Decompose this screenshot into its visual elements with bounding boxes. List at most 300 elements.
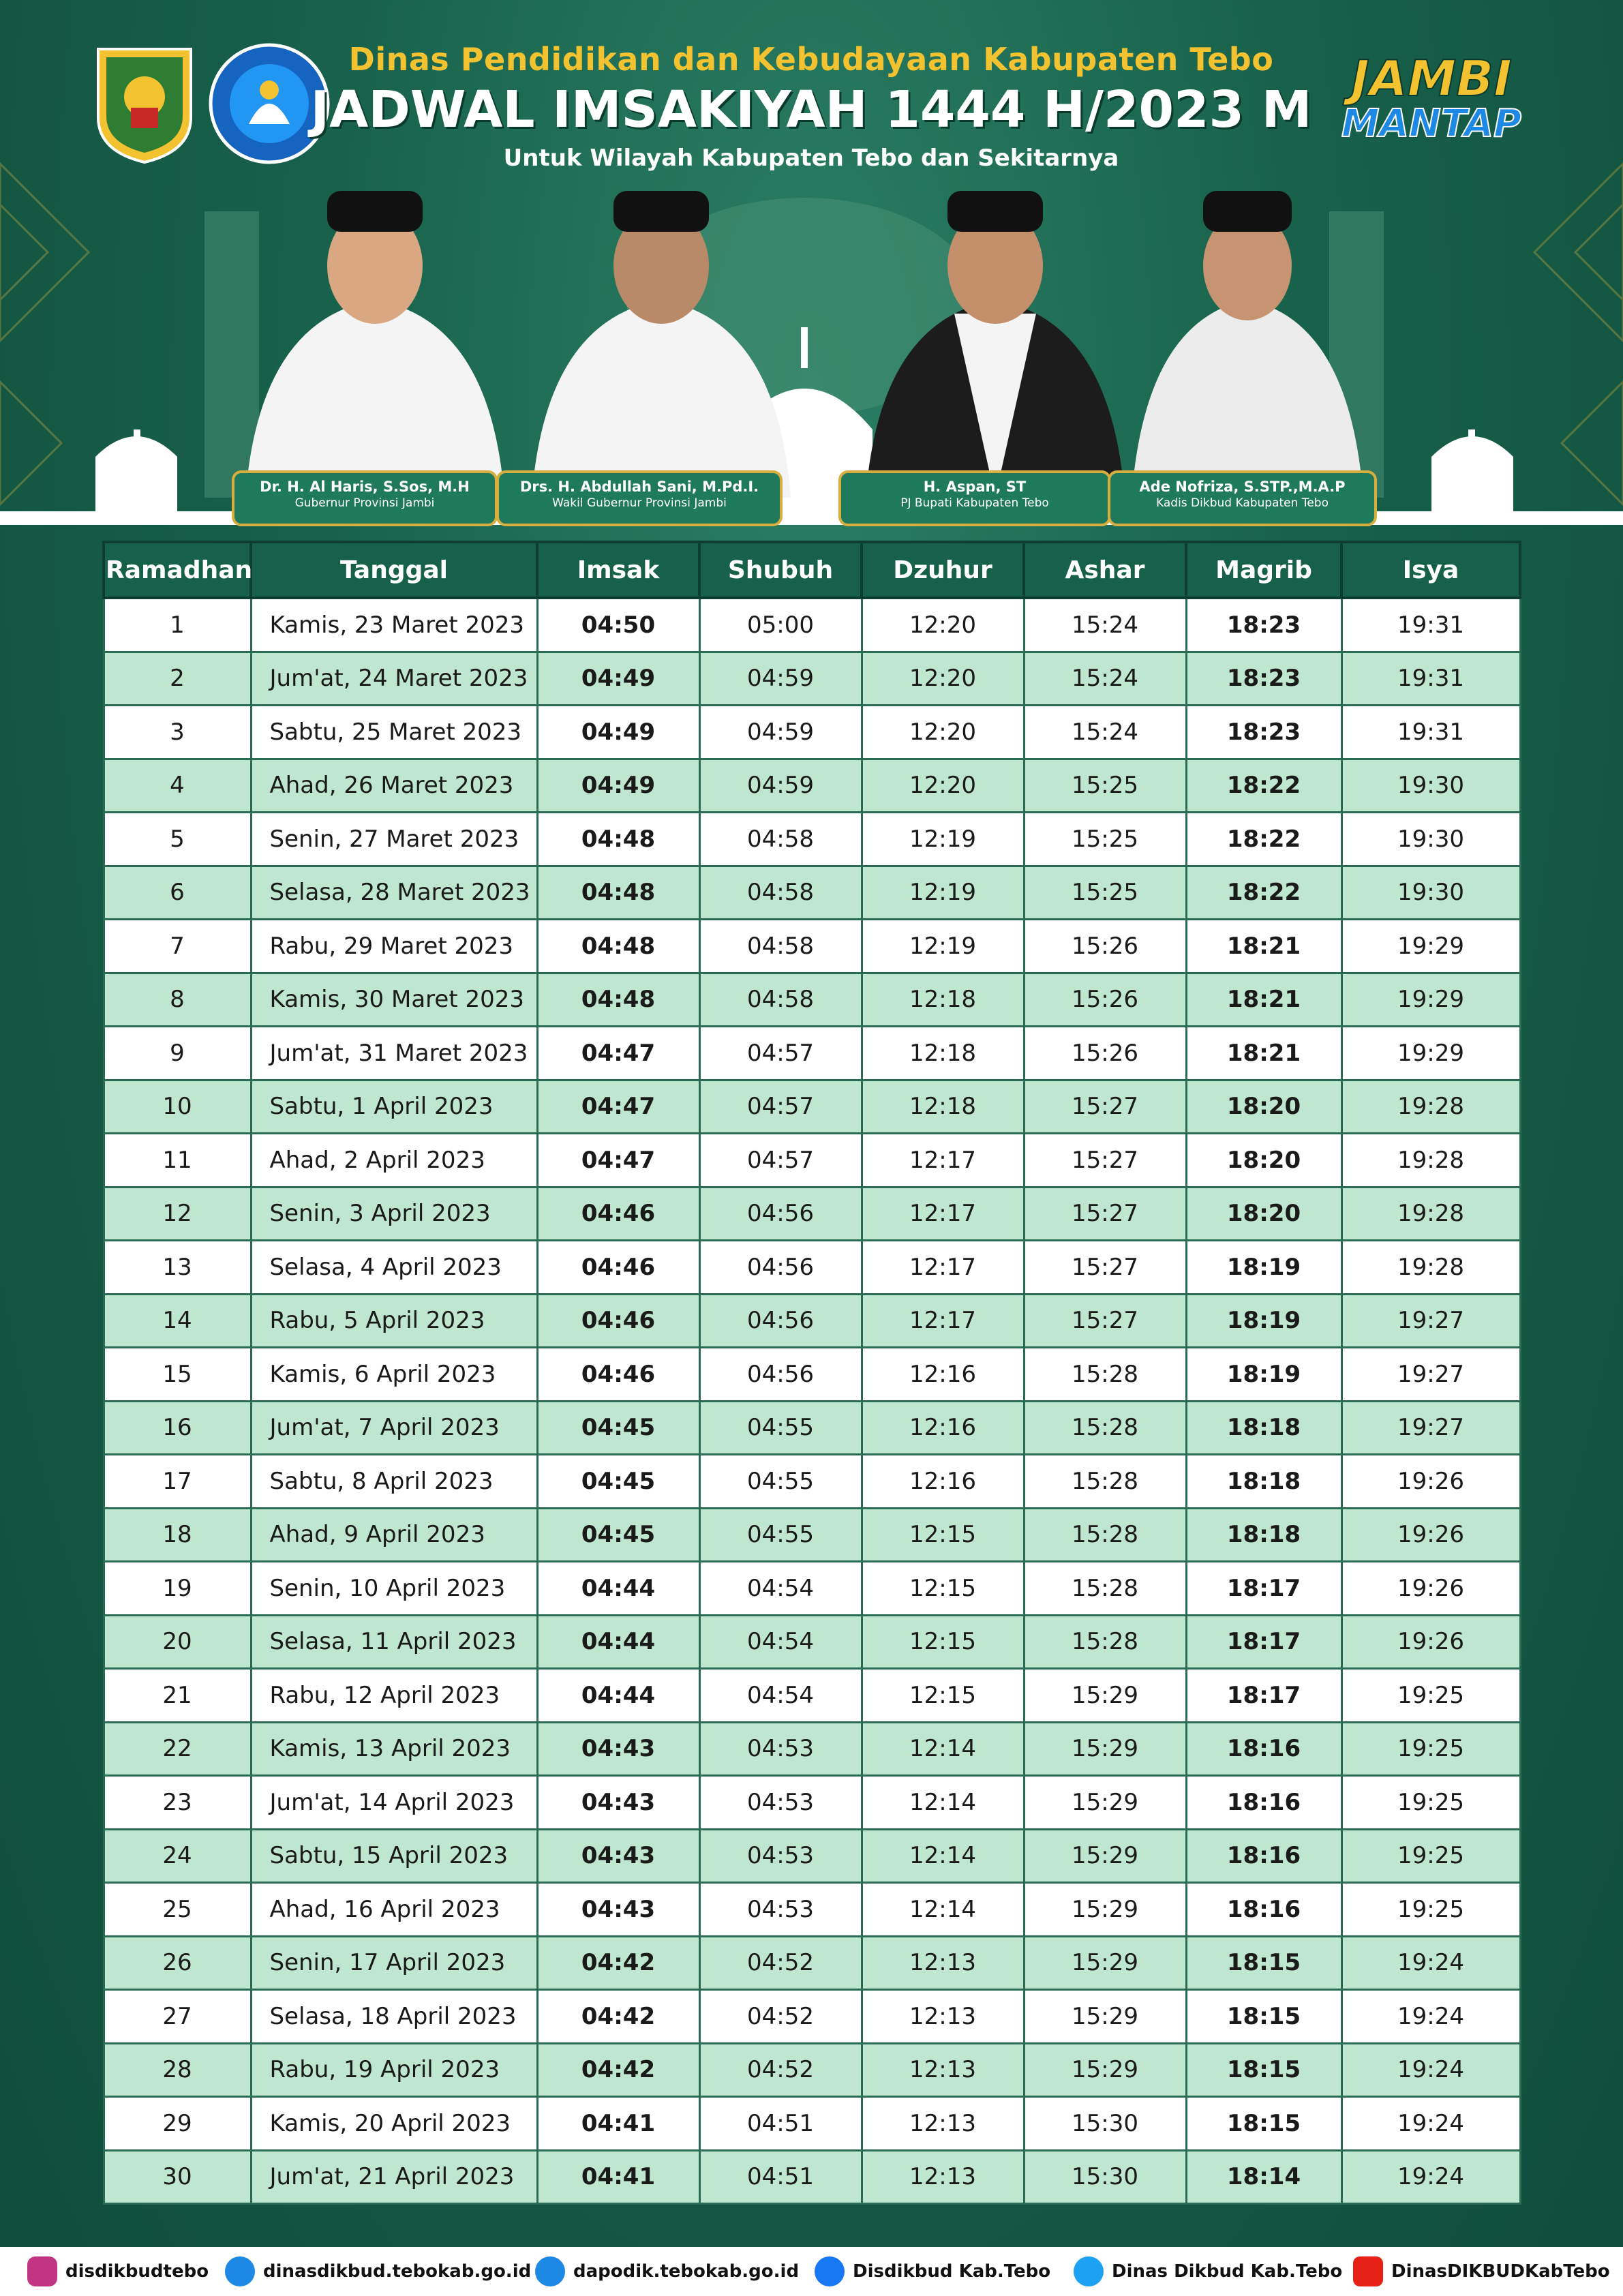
magrib-time-cell: 18:16 <box>1186 1722 1341 1776</box>
table-row <box>104 813 1520 866</box>
ashar-time-cell: 15:28 <box>1024 1562 1186 1616</box>
dzuhur-time-cell: 12:20 <box>862 652 1024 706</box>
isya-time-cell: 19:24 <box>1341 2043 1520 2097</box>
magrib-time-cell: 18:23 <box>1186 706 1341 759</box>
shubuh-time-cell: 04:59 <box>699 706 862 759</box>
dzuhur-time-cell: 12:13 <box>862 2150 1024 2204</box>
footer-label: disdikbudtebo <box>65 2261 209 2282</box>
magrib-time-cell: 18:18 <box>1186 1455 1341 1509</box>
isya-time-cell: 19:31 <box>1341 706 1520 759</box>
magrib-time-cell: 18:16 <box>1186 1776 1341 1830</box>
dzuhur-time-cell: 12:16 <box>862 1401 1024 1455</box>
dzuhur-time-cell: 12:18 <box>862 1027 1024 1081</box>
ramadhan-day-cell: 4 <box>104 759 251 813</box>
isya-time-cell: 19:27 <box>1341 1348 1520 1402</box>
schedule-table <box>102 541 1521 2205</box>
date-cell: Ahad, 2 April 2023 <box>251 1134 537 1188</box>
ashar-time-cell: 15:29 <box>1024 1883 1186 1937</box>
date-cell: Jum'at, 7 April 2023 <box>251 1401 537 1455</box>
ramadhan-day-cell: 27 <box>104 1990 251 2044</box>
imsak-time-cell: 04:45 <box>537 1455 699 1509</box>
table-row <box>104 866 1520 920</box>
imsak-time-cell: 04:47 <box>537 1134 699 1188</box>
magrib-time-cell: 18:23 <box>1186 598 1341 652</box>
magrib-time-cell: 18:19 <box>1186 1348 1341 1402</box>
dzuhur-time-cell: 12:13 <box>862 2097 1024 2151</box>
ramadhan-day-cell: 6 <box>104 866 251 920</box>
official-nameplate-3 <box>838 470 1111 526</box>
date-cell: Kamis, 6 April 2023 <box>251 1348 537 1402</box>
isya-time-cell: 19:28 <box>1341 1187 1520 1241</box>
imsak-time-cell: 04:48 <box>537 920 699 973</box>
shubuh-time-cell: 04:58 <box>699 866 862 920</box>
table-row <box>104 1348 1520 1402</box>
isya-time-cell: 19:30 <box>1341 866 1520 920</box>
imsak-time-cell: 04:48 <box>537 813 699 866</box>
magrib-time-cell: 18:17 <box>1186 1562 1341 1616</box>
footer-facebook[interactable] <box>815 2256 1050 2286</box>
ashar-time-cell: 15:27 <box>1024 1294 1186 1348</box>
shubuh-time-cell: 04:51 <box>699 2150 862 2204</box>
ramadhan-day-cell: 22 <box>104 1722 251 1776</box>
dzuhur-time-cell: 12:18 <box>862 1080 1024 1134</box>
facebook-icon <box>815 2256 845 2286</box>
date-cell: Jum'at, 21 April 2023 <box>251 2150 537 2204</box>
svg-text:JAMBI: JAMBI <box>1351 50 1512 107</box>
date-cell: Senin, 17 April 2023 <box>251 1936 537 1990</box>
table-body <box>104 598 1520 2204</box>
table-row <box>104 920 1520 973</box>
imsak-time-cell: 04:42 <box>537 1990 699 2044</box>
dzuhur-time-cell: 12:15 <box>862 1669 1024 1723</box>
dzuhur-time-cell: 12:16 <box>862 1455 1024 1509</box>
isya-time-cell: 19:24 <box>1341 2097 1520 2151</box>
shubuh-time-cell: 04:56 <box>699 1294 862 1348</box>
table-row <box>104 973 1520 1027</box>
imsak-time-cell: 04:45 <box>537 1508 699 1562</box>
footer-label: dinasdikbud.tebokab.go.id <box>263 2261 532 2282</box>
imsak-time-cell: 04:43 <box>537 1776 699 1830</box>
date-cell: Kamis, 13 April 2023 <box>251 1722 537 1776</box>
imsak-time-cell: 04:43 <box>537 1829 699 1883</box>
ramadhan-day-cell: 3 <box>104 706 251 759</box>
imsak-time-cell: 04:41 <box>537 2097 699 2151</box>
table-row <box>104 1615 1520 1669</box>
imsak-time-cell: 04:49 <box>537 706 699 759</box>
table-row <box>104 1455 1520 1509</box>
official-name: Drs. H. Abdullah Sani, M.Pd.I. <box>519 479 759 495</box>
table-row <box>104 1401 1520 1455</box>
dzuhur-time-cell: 12:13 <box>862 1936 1024 1990</box>
official-role: Kadis Dikbud Kabupaten Tebo <box>1156 496 1329 510</box>
ashar-time-cell: 15:24 <box>1024 706 1186 759</box>
official-role: PJ Bupati Kabupaten Tebo <box>900 496 1049 510</box>
isya-time-cell: 19:30 <box>1341 759 1520 813</box>
date-cell: Sabtu, 25 Maret 2023 <box>251 706 537 759</box>
ashar-time-cell: 15:26 <box>1024 973 1186 1027</box>
ramadhan-day-cell: 26 <box>104 1936 251 1990</box>
ramadhan-day-cell: 30 <box>104 2150 251 2204</box>
isya-time-cell: 19:26 <box>1341 1508 1520 1562</box>
column-header-isya: Isya <box>1341 542 1520 598</box>
official-name: Dr. H. Al Haris, S.Sos, M.H <box>260 479 470 495</box>
table-row <box>104 1722 1520 1776</box>
tebo-regency-logo <box>94 42 195 164</box>
shubuh-time-cell: 04:58 <box>699 920 862 973</box>
table-row <box>104 706 1520 759</box>
shubuh-time-cell: 04:56 <box>699 1241 862 1295</box>
isya-time-cell: 19:25 <box>1341 1776 1520 1830</box>
official-portrait-4 <box>1118 184 1377 498</box>
dzuhur-time-cell: 12:13 <box>862 1990 1024 2044</box>
dzuhur-time-cell: 12:17 <box>862 1187 1024 1241</box>
magrib-time-cell: 18:23 <box>1186 652 1341 706</box>
shubuh-time-cell: 04:57 <box>699 1134 862 1188</box>
dzuhur-time-cell: 12:20 <box>862 706 1024 759</box>
magrib-time-cell: 18:16 <box>1186 1883 1341 1937</box>
ashar-time-cell: 15:25 <box>1024 813 1186 866</box>
column-header-ramadhan: Ramadhan <box>104 542 251 598</box>
imsak-time-cell: 04:42 <box>537 2043 699 2097</box>
ashar-time-cell: 15:29 <box>1024 1936 1186 1990</box>
imsak-time-cell: 04:43 <box>537 1722 699 1776</box>
official-nameplate-2 <box>496 470 783 526</box>
shubuh-time-cell: 04:52 <box>699 1990 862 2044</box>
shubuh-time-cell: 04:54 <box>699 1562 862 1616</box>
dzuhur-time-cell: 12:19 <box>862 866 1024 920</box>
isya-time-cell: 19:26 <box>1341 1455 1520 1509</box>
footer-twitter[interactable] <box>1074 2256 1342 2286</box>
ramadhan-day-cell: 28 <box>104 2043 251 2097</box>
imsak-time-cell: 04:44 <box>537 1562 699 1616</box>
isya-time-cell: 19:25 <box>1341 1883 1520 1937</box>
magrib-time-cell: 18:20 <box>1186 1080 1341 1134</box>
page-subtitle: Untuk Wilayah Kabupaten Tebo dan Sekitarnya <box>503 145 1119 172</box>
ashar-time-cell: 15:25 <box>1024 759 1186 813</box>
dzuhur-time-cell: 12:15 <box>862 1615 1024 1669</box>
official-name: H. Aspan, ST <box>923 479 1027 495</box>
isya-time-cell: 19:28 <box>1341 1241 1520 1295</box>
table-header-row <box>104 542 1520 598</box>
date-cell: Jum'at, 31 Maret 2023 <box>251 1027 537 1081</box>
date-cell: Rabu, 19 April 2023 <box>251 2043 537 2097</box>
shubuh-time-cell: 04:58 <box>699 973 862 1027</box>
magrib-time-cell: 18:15 <box>1186 2097 1341 2151</box>
dzuhur-time-cell: 12:18 <box>862 973 1024 1027</box>
ramadhan-day-cell: 2 <box>104 652 251 706</box>
table-row <box>104 1080 1520 1134</box>
table-row <box>104 1134 1520 1188</box>
ramadhan-day-cell: 24 <box>104 1829 251 1883</box>
date-cell: Ahad, 26 Maret 2023 <box>251 759 537 813</box>
date-cell: Selasa, 18 April 2023 <box>251 1990 537 2044</box>
imsak-time-cell: 04:46 <box>537 1294 699 1348</box>
dzuhur-time-cell: 12:13 <box>862 2043 1024 2097</box>
isya-time-cell: 19:24 <box>1341 2150 1520 2204</box>
official-nameplate-4 <box>1108 470 1377 526</box>
table-row <box>104 652 1520 706</box>
ashar-time-cell: 15:28 <box>1024 1348 1186 1402</box>
official-portrait-2 <box>518 184 804 498</box>
isya-time-cell: 19:25 <box>1341 1722 1520 1776</box>
ashar-time-cell: 15:28 <box>1024 1401 1186 1455</box>
footer-youtube[interactable] <box>1353 2256 1610 2286</box>
imsak-time-cell: 04:47 <box>537 1080 699 1134</box>
title-block <box>293 41 1329 172</box>
column-header-magrib: Magrib <box>1186 542 1341 598</box>
dzuhur-time-cell: 12:20 <box>862 759 1024 813</box>
imsak-time-cell: 04:49 <box>537 759 699 813</box>
dzuhur-time-cell: 12:15 <box>862 1508 1024 1562</box>
shubuh-time-cell: 04:59 <box>699 652 862 706</box>
shubuh-time-cell: 04:53 <box>699 1776 862 1830</box>
date-cell: Sabtu, 8 April 2023 <box>251 1455 537 1509</box>
official-nameplate-1 <box>232 470 498 526</box>
isya-time-cell: 19:29 <box>1341 1027 1520 1081</box>
dzuhur-time-cell: 12:14 <box>862 1883 1024 1937</box>
table-row <box>104 1883 1520 1937</box>
shubuh-time-cell: 04:56 <box>699 1348 862 1402</box>
magrib-time-cell: 18:22 <box>1186 759 1341 813</box>
magrib-time-cell: 18:14 <box>1186 2150 1341 2204</box>
isya-time-cell: 19:29 <box>1341 973 1520 1027</box>
youtube-icon <box>1353 2256 1383 2286</box>
shubuh-time-cell: 04:51 <box>699 2097 862 2151</box>
shubuh-time-cell: 04:54 <box>699 1615 862 1669</box>
magrib-time-cell: 18:18 <box>1186 1401 1341 1455</box>
magrib-time-cell: 18:15 <box>1186 1990 1341 2044</box>
ramadhan-day-cell: 14 <box>104 1294 251 1348</box>
isya-time-cell: 19:27 <box>1341 1294 1520 1348</box>
ramadhan-day-cell: 5 <box>104 813 251 866</box>
date-cell: Senin, 3 April 2023 <box>251 1187 537 1241</box>
date-cell: Senin, 10 April 2023 <box>251 1562 537 1616</box>
ashar-time-cell: 15:25 <box>1024 866 1186 920</box>
imsak-time-cell: 04:44 <box>537 1615 699 1669</box>
footer-website[interactable] <box>225 2256 531 2286</box>
ramadhan-day-cell: 13 <box>104 1241 251 1295</box>
imsak-time-cell: 04:43 <box>537 1883 699 1937</box>
shubuh-time-cell: 04:55 <box>699 1508 862 1562</box>
ashar-time-cell: 15:29 <box>1024 1669 1186 1723</box>
isya-time-cell: 19:29 <box>1341 920 1520 973</box>
imsak-time-cell: 04:42 <box>537 1936 699 1990</box>
ramadhan-day-cell: 21 <box>104 1669 251 1723</box>
date-cell: Kamis, 23 Maret 2023 <box>251 598 537 652</box>
shubuh-time-cell: 04:53 <box>699 1883 862 1937</box>
svg-text:MANTAP: MANTAP <box>1341 102 1522 146</box>
footer-dapodik[interactable] <box>535 2256 799 2286</box>
shubuh-time-cell: 05:00 <box>699 598 862 652</box>
date-cell: Jum'at, 24 Maret 2023 <box>251 652 537 706</box>
magrib-time-cell: 18:22 <box>1186 813 1341 866</box>
official-role: Gubernur Provinsi Jambi <box>294 496 435 510</box>
ashar-time-cell: 15:29 <box>1024 1776 1186 1830</box>
table-row <box>104 1990 1520 2044</box>
shubuh-time-cell: 04:58 <box>699 813 862 866</box>
dzuhur-time-cell: 12:14 <box>862 1722 1024 1776</box>
globe-icon <box>535 2256 565 2286</box>
ramadhan-day-cell: 23 <box>104 1776 251 1830</box>
column-header-imsak: Imsak <box>537 542 699 598</box>
shubuh-time-cell: 04:57 <box>699 1027 862 1081</box>
date-cell: Kamis, 30 Maret 2023 <box>251 973 537 1027</box>
magrib-time-cell: 18:20 <box>1186 1187 1341 1241</box>
ashar-time-cell: 15:26 <box>1024 1027 1186 1081</box>
table-row <box>104 1776 1520 1830</box>
imsak-time-cell: 04:46 <box>537 1241 699 1295</box>
table-row <box>104 1829 1520 1883</box>
ramadhan-day-cell: 12 <box>104 1187 251 1241</box>
dzuhur-time-cell: 12:14 <box>862 1776 1024 1830</box>
official-role: Wakil Gubernur Provinsi Jambi <box>552 496 727 510</box>
dzuhur-time-cell: 12:14 <box>862 1829 1024 1883</box>
magrib-time-cell: 18:15 <box>1186 2043 1341 2097</box>
official-portrait-1 <box>232 184 518 498</box>
imsak-time-cell: 04:44 <box>537 1669 699 1723</box>
ramadhan-day-cell: 19 <box>104 1562 251 1616</box>
ramadhan-day-cell: 1 <box>104 598 251 652</box>
agency-name: Dinas Pendidikan dan Kebudayaan Kabupaten Tebo <box>348 41 1274 78</box>
isya-time-cell: 19:24 <box>1341 1936 1520 1990</box>
table-row <box>104 1936 1520 1990</box>
date-cell: Selasa, 4 April 2023 <box>251 1241 537 1295</box>
footer-instagram[interactable] <box>27 2256 209 2286</box>
magrib-time-cell: 18:19 <box>1186 1294 1341 1348</box>
table-row <box>104 1187 1520 1241</box>
date-cell: Ahad, 9 April 2023 <box>251 1508 537 1562</box>
table-row <box>104 1294 1520 1348</box>
date-cell: Kamis, 20 April 2023 <box>251 2097 537 2151</box>
shubuh-time-cell: 04:54 <box>699 1669 862 1723</box>
ashar-time-cell: 15:29 <box>1024 1829 1186 1883</box>
imsak-time-cell: 04:45 <box>537 1401 699 1455</box>
ashar-time-cell: 15:30 <box>1024 2097 1186 2151</box>
magrib-time-cell: 18:21 <box>1186 973 1341 1027</box>
date-cell: Sabtu, 15 April 2023 <box>251 1829 537 1883</box>
column-header-tanggal: Tanggal <box>251 542 537 598</box>
imsak-time-cell: 04:49 <box>537 652 699 706</box>
dzuhur-time-cell: 12:19 <box>862 920 1024 973</box>
imsak-time-cell: 04:50 <box>537 598 699 652</box>
footer-label: Dinas Dikbud Kab.Tebo <box>1112 2261 1343 2282</box>
date-cell: Selasa, 11 April 2023 <box>251 1615 537 1669</box>
table-row <box>104 1241 1520 1295</box>
isya-time-cell: 19:26 <box>1341 1562 1520 1616</box>
official-portrait-3 <box>852 184 1138 498</box>
magrib-time-cell: 18:19 <box>1186 1241 1341 1295</box>
imsak-time-cell: 04:46 <box>537 1187 699 1241</box>
dzuhur-time-cell: 12:17 <box>862 1241 1024 1295</box>
dzuhur-time-cell: 12:16 <box>862 1348 1024 1402</box>
table-row <box>104 1562 1520 1616</box>
footer-social-bar <box>0 2247 1623 2296</box>
dzuhur-time-cell: 12:20 <box>862 598 1024 652</box>
table-row <box>104 2043 1520 2097</box>
date-cell: Jum'at, 14 April 2023 <box>251 1776 537 1830</box>
ashar-time-cell: 15:27 <box>1024 1187 1186 1241</box>
ramadhan-day-cell: 29 <box>104 2097 251 2151</box>
date-cell: Rabu, 29 Maret 2023 <box>251 920 537 973</box>
ramadhan-day-cell: 9 <box>104 1027 251 1081</box>
table-row <box>104 2097 1520 2151</box>
table-row <box>104 1027 1520 1081</box>
magrib-time-cell: 18:20 <box>1186 1134 1341 1188</box>
official-name: Ade Nofriza, S.STP.,M.A.P <box>1139 479 1346 495</box>
table-row <box>104 1508 1520 1562</box>
isya-time-cell: 19:27 <box>1341 1401 1520 1455</box>
ramadhan-day-cell: 10 <box>104 1080 251 1134</box>
ashar-time-cell: 15:29 <box>1024 2043 1186 2097</box>
twitter-icon <box>1074 2256 1104 2286</box>
ramadhan-day-cell: 8 <box>104 973 251 1027</box>
table-row <box>104 1669 1520 1723</box>
ramadhan-day-cell: 18 <box>104 1508 251 1562</box>
ramadhan-day-cell: 16 <box>104 1401 251 1455</box>
footer-label: DinasDIKBUDKabTebo <box>1391 2261 1610 2282</box>
ashar-time-cell: 15:28 <box>1024 1508 1186 1562</box>
isya-time-cell: 19:28 <box>1341 1080 1520 1134</box>
imsak-time-cell: 04:47 <box>537 1027 699 1081</box>
header <box>0 0 1623 518</box>
ashar-time-cell: 15:28 <box>1024 1615 1186 1669</box>
ashar-time-cell: 15:27 <box>1024 1134 1186 1188</box>
ramadhan-day-cell: 11 <box>104 1134 251 1188</box>
isya-time-cell: 19:24 <box>1341 1990 1520 2044</box>
date-cell: Ahad, 16 April 2023 <box>251 1883 537 1937</box>
ashar-time-cell: 15:28 <box>1024 1455 1186 1509</box>
imsak-time-cell: 04:48 <box>537 973 699 1027</box>
shubuh-time-cell: 04:59 <box>699 759 862 813</box>
imsak-time-cell: 04:48 <box>537 866 699 920</box>
ashar-time-cell: 15:26 <box>1024 920 1186 973</box>
column-header-dzuhur: Dzuhur <box>862 542 1024 598</box>
ramadhan-day-cell: 7 <box>104 920 251 973</box>
footer-label: Disdikbud Kab.Tebo <box>853 2261 1051 2282</box>
dzuhur-time-cell: 12:17 <box>862 1134 1024 1188</box>
shubuh-time-cell: 04:56 <box>699 1187 862 1241</box>
magrib-time-cell: 18:18 <box>1186 1508 1341 1562</box>
instagram-icon <box>27 2256 57 2286</box>
ramadhan-day-cell: 25 <box>104 1883 251 1937</box>
date-cell: Sabtu, 1 April 2023 <box>251 1080 537 1134</box>
table-row <box>104 759 1520 813</box>
ashar-time-cell: 15:24 <box>1024 652 1186 706</box>
ashar-time-cell: 15:27 <box>1024 1080 1186 1134</box>
shubuh-time-cell: 04:53 <box>699 1829 862 1883</box>
ashar-time-cell: 15:24 <box>1024 598 1186 652</box>
shubuh-time-cell: 04:52 <box>699 1936 862 1990</box>
magrib-time-cell: 18:22 <box>1186 866 1341 920</box>
table-row <box>104 598 1520 652</box>
date-cell: Rabu, 12 April 2023 <box>251 1669 537 1723</box>
magrib-time-cell: 18:16 <box>1186 1829 1341 1883</box>
shubuh-time-cell: 04:52 <box>699 2043 862 2097</box>
dzuhur-time-cell: 12:15 <box>862 1562 1024 1616</box>
jambi-mantap-logo <box>1309 48 1554 150</box>
isya-time-cell: 19:31 <box>1341 652 1520 706</box>
isya-time-cell: 19:25 <box>1341 1669 1520 1723</box>
shubuh-time-cell: 04:57 <box>699 1080 862 1134</box>
magrib-time-cell: 18:17 <box>1186 1615 1341 1669</box>
ashar-time-cell: 15:30 <box>1024 2150 1186 2204</box>
isya-time-cell: 19:25 <box>1341 1829 1520 1883</box>
ashar-time-cell: 15:29 <box>1024 1990 1186 2044</box>
table-row <box>104 2150 1520 2204</box>
page-title: JADWAL IMSAKIYAH 1444 H/2023 M <box>310 80 1312 139</box>
dzuhur-time-cell: 12:19 <box>862 813 1024 866</box>
globe-icon <box>225 2256 255 2286</box>
